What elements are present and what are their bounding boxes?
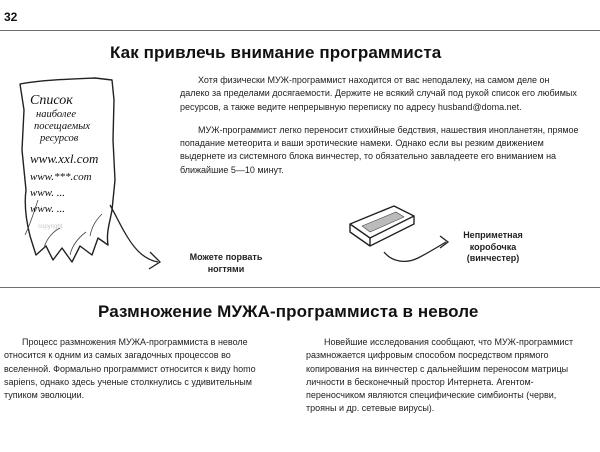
section-title-2: Размножение МУЖА-программиста в неволе	[98, 302, 479, 321]
caption-hard-drive: Неприметная коробочка (винчестер)	[463, 230, 523, 263]
left-column-text	[4, 336, 268, 402]
note-line-4: ресурсов	[40, 133, 79, 144]
section-title: Как привлечь внимание программиста	[110, 43, 442, 62]
caption-tear-note: Можете порвать ногтями	[189, 252, 263, 274]
note-line-7: www. ...	[30, 187, 65, 199]
page-number: 32	[4, 10, 18, 24]
left-paragraph: Процесс размножения МУЖА-программиста в неволе относится к одним из самых загадочных процессов во вселенной. Формально программист относится к виду homo sapiens, однако здесь ученые столкнулись с удивительным тупиком эволюции.	[4, 337, 256, 401]
note-line-6: www.***.com	[30, 171, 92, 183]
paragraph-2: МУЖ-программист легко переносит стихийные бедствия, нашествия инопланетян, прямое попадание метеорита и ваши эротические намеки. Однако если вы резким движением выдернете из системного блока винчестер, то обязательно завладеете его вниманием на ближайшие 5—10 минут.	[180, 124, 579, 175]
note-line-2: наиболее	[36, 109, 77, 120]
paragraph-1: Хотя физически МУЖ-программист находится от вас неподалеку, на самом деле он далеко за пределами досягаемости. Держите не всякий случай под рукой список его любимых ресурсов, а также ведите непрерывную переписку по адресу husband@doma.net.	[180, 75, 577, 112]
note-line-3: посещаемых	[34, 121, 90, 132]
section-divider	[0, 287, 600, 288]
right-paragraph: Новейшие исследования сообщают, что МУЖ-программист размножается цифровым способом посредством прямого копирования на винчестер с дальнейшим переносом матрицы личности в бесконечный простор Интернета. Агентом-переносчиком являются специфические симбионты (черви, трояны и др. сетевые вирусы).	[306, 337, 574, 414]
note-line-8: www. ...	[30, 203, 65, 215]
note-line-5: www.xxl.com	[30, 151, 99, 166]
watermark: copyright	[38, 224, 63, 230]
right-column-text	[306, 336, 584, 416]
note-line-1: Список	[30, 93, 73, 108]
